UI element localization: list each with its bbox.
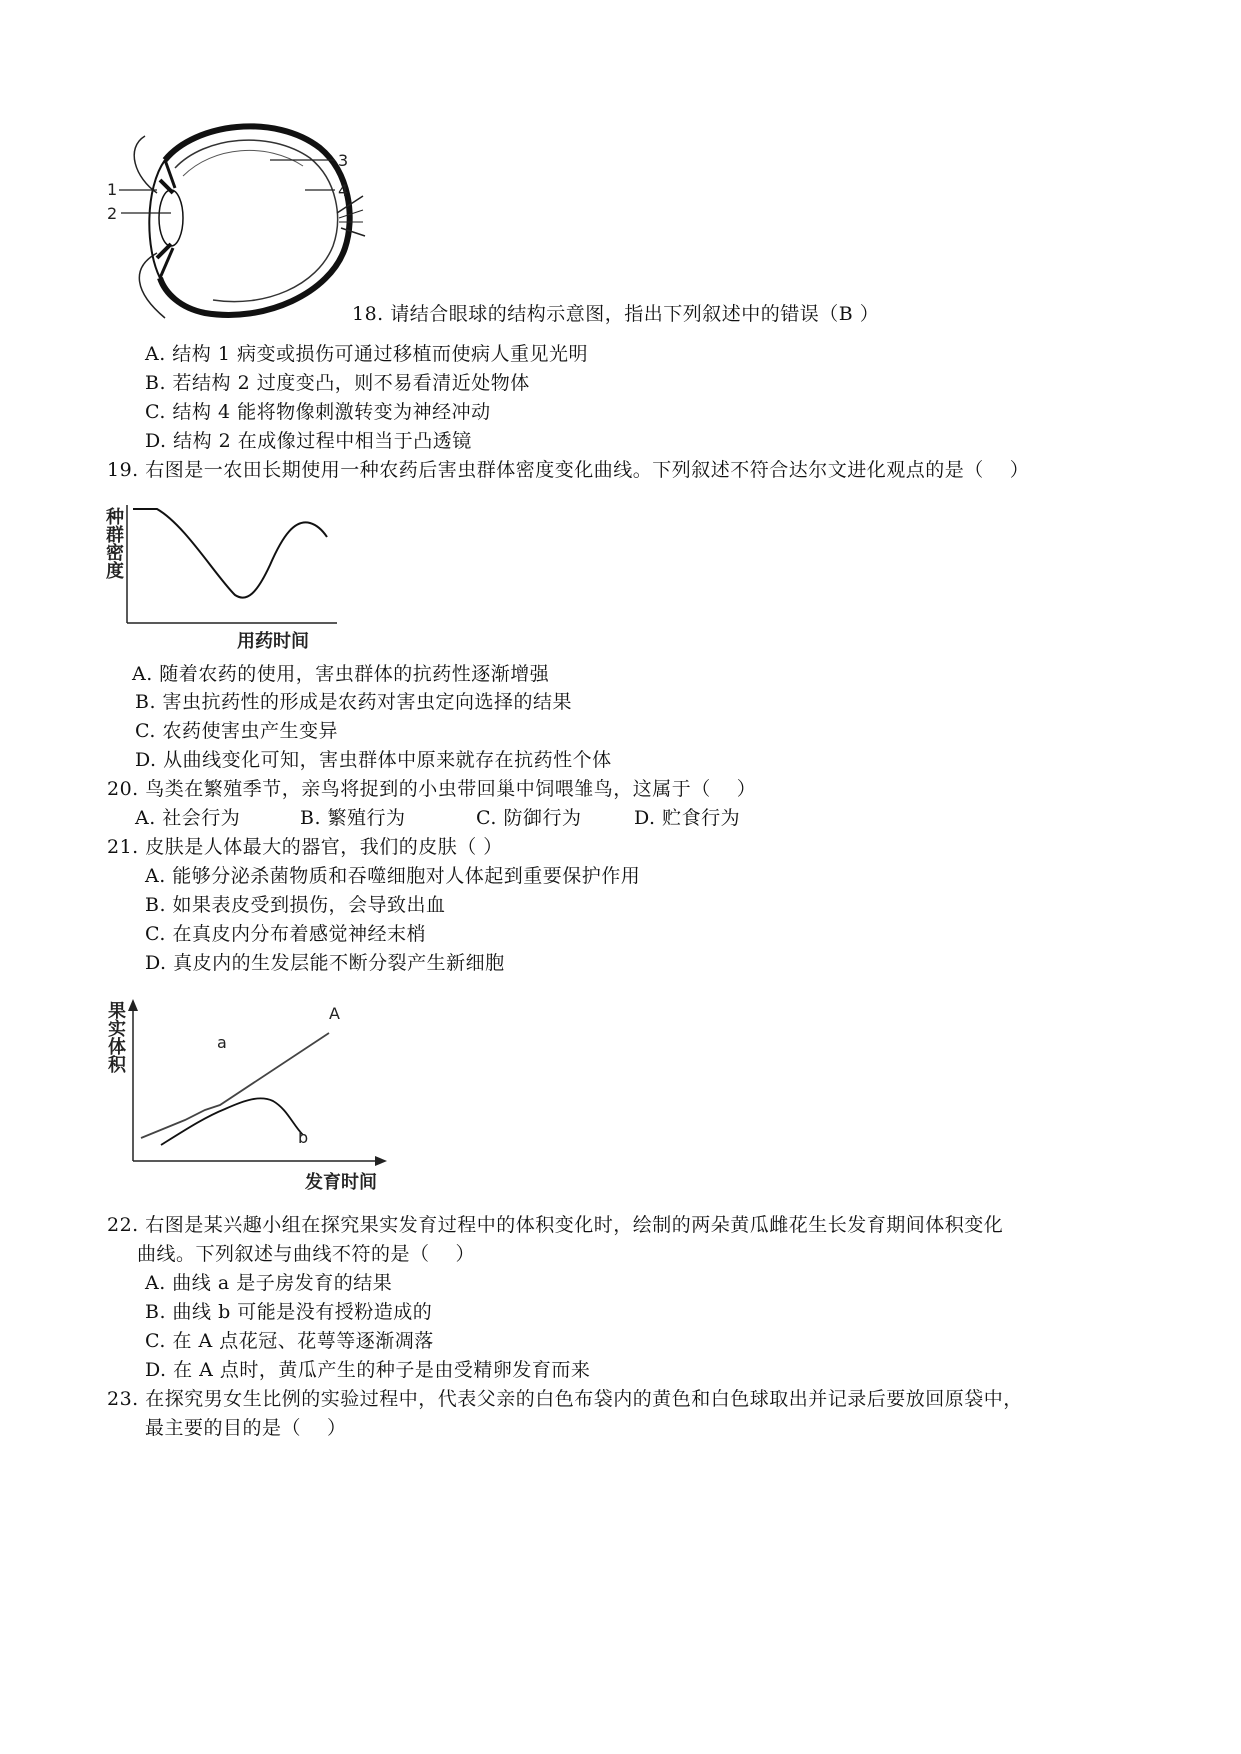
q21-stem: 21. 皮肤是人体最大的器官，我们的皮肤（ ） [107,836,503,858]
q18-option-a: A. 结构 1 病变或损伤可通过移植而使病人重见光明 [145,343,588,365]
chart2-ylabel-0: 果 [108,1001,126,1022]
eye-label-2: 2 [107,204,118,223]
q22-option-b: B. 曲线 b 可能是没有授粉造成的 [145,1301,433,1323]
q19-stem: 19. 右图是一农田长期使用一种农药后害虫群体密度变化曲线。下列叙述不符合达尔文进化观点的是（ ） [107,459,1030,481]
chart2-ylabel-2: 体 [108,1037,126,1058]
q23-stem-line1: 23. 在探究男女生比例的实验过程中，代表父亲的白色布袋内的黄色和白色球取出并记录后要放回原袋中， [107,1388,1023,1410]
eye-label-3: 3 [338,151,349,170]
chart1-xlabel: 用药时间 [237,631,309,652]
q18-option-b: B. 若结构 2 过度变凸，则不易看清近处物体 [145,372,530,394]
chart2-ylabel-1: 实 [108,1019,126,1040]
q20-option-d: D. 贮食行为 [634,807,741,829]
q18-option-c: C. 结构 4 能将物像刺激转变为神经冲动 [145,401,491,423]
q22-option-a: A. 曲线 a 是子房发育的结果 [145,1272,393,1294]
fruit-volume-chart [105,995,395,1195]
q21-option-a: A. 能够分泌杀菌物质和吞噬细胞对人体起到重要保护作用 [145,865,641,887]
chart1-ylabel-2: 密 [106,543,124,564]
eye-label-4: 4 [338,181,349,200]
chart1-ylabel-0: 种 [106,507,124,528]
q22-option-d: D. 在 A 点时，黄瓜产生的种子是由受精卵发育而来 [145,1359,591,1381]
q19-option-b: B. 害虫抗药性的形成是农药对害虫定向选择的结果 [135,691,573,713]
chart2-point-a: A [329,1004,340,1023]
chart1-ylabel-3: 度 [106,561,124,582]
eye-label-1: 1 [107,180,118,199]
chart2-xlabel: 发育时间 [305,1172,377,1193]
q21-option-c: C. 在真皮内分布着感觉神经末梢 [145,923,426,945]
q21-option-b: B. 如果表皮受到损伤，会导致出血 [145,894,446,916]
q22-stem-line2: 曲线。下列叙述与曲线不符的是（ ） [137,1243,476,1265]
population-density-chart [105,505,345,655]
q20-stem: 20. 鸟类在繁殖季节，亲鸟将捉到的小虫带回巢中饲喂雏鸟，这属于（ ） [107,778,757,800]
chart2-ylabel-3: 积 [108,1055,126,1076]
chart1-ylabel-1: 群 [106,525,124,546]
eye-diagram [105,118,365,328]
chart2-curve-b-label: b [298,1128,309,1147]
q20-option-b: B. 繁殖行为 [300,807,406,829]
q20-option-a: A. 社会行为 [135,807,241,829]
q19-option-d: D. 从曲线变化可知，害虫群体中原来就存在抗药性个体 [135,749,612,771]
curve-a [141,1033,329,1138]
q19-option-a: A. 随着农药的使用，害虫群体的抗药性逐渐增强 [132,663,550,685]
q18-option-d: D. 结构 2 在成像过程中相当于凸透镜 [145,430,472,452]
q22-option-c: C. 在 A 点花冠、花萼等逐渐凋落 [145,1330,434,1352]
q18-stem: 18. 请结合眼球的结构示意图，指出下列叙述中的错误（B ） [352,303,880,325]
q19-option-c: C. 农药使害虫产生变异 [135,720,338,742]
q22-stem-line1: 22. 右图是某兴趣小组在探究果实发育过程中的体积变化时，绘制的两朵黄瓜雌花生长发育期间体积变化 [107,1214,1004,1236]
q20-option-c: C. 防御行为 [476,807,582,829]
density-curve [133,509,327,598]
chart2-curve-a-label: a [217,1033,227,1052]
q21-option-d: D. 真皮内的生发层能不断分裂产生新细胞 [145,952,505,974]
q23-stem-line2: 最主要的目的是（ ） [145,1417,347,1439]
